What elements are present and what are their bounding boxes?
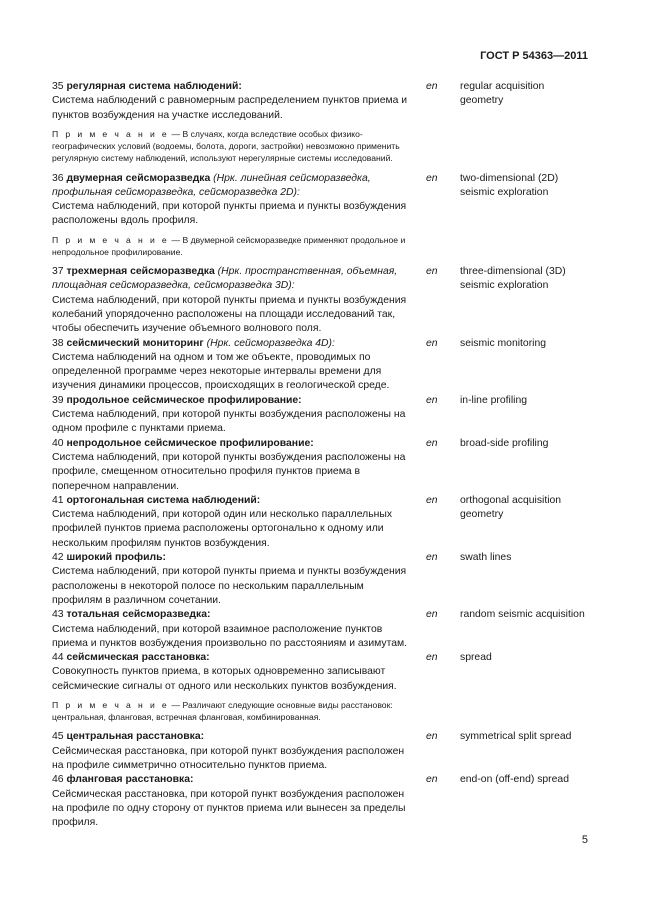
language-tag: en bbox=[426, 774, 438, 786]
term-name: сейсмическая расстановка: bbox=[66, 652, 210, 664]
term-entry bbox=[52, 80, 592, 123]
term-english: three-dimensional (3D) seismic exploration bbox=[460, 266, 566, 292]
term-entry bbox=[52, 394, 592, 437]
term-english: two-dimensional (2D) seismic exploration bbox=[460, 172, 559, 198]
term-list bbox=[52, 80, 592, 830]
term-english: symmetrical split spread bbox=[460, 731, 572, 743]
term-definition: Сейсмическая расстановка, при которой пункт возбуждения расположен на профиле по одну сторону от пунктов приема или вынесен за пределы профиля. bbox=[52, 788, 406, 829]
term-number: 46 bbox=[52, 774, 64, 786]
term-definition: Система наблюдений, при которой пункты приема и пункты возбуждения расположены вдоль профиля. bbox=[52, 201, 407, 227]
term-english: in-line profiling bbox=[460, 394, 527, 406]
term-heading bbox=[52, 494, 412, 508]
term-definition: Сейсмическая расстановка, при которой пункт возбуждения расположен на профиле симметрично относительно пунктов приема. bbox=[52, 745, 405, 771]
term-heading bbox=[52, 80, 412, 94]
term-heading bbox=[52, 437, 412, 451]
language-tag: en bbox=[426, 172, 438, 184]
term-russian bbox=[52, 551, 412, 608]
term-russian bbox=[52, 337, 412, 394]
term-entry bbox=[52, 494, 592, 551]
term-definition: Система наблюдений с равномерным распределением пунктов приема и пунктов возбуждения на участке исследований. bbox=[52, 95, 408, 121]
term-russian bbox=[52, 773, 412, 830]
language-tag: en bbox=[426, 731, 438, 743]
term-russian bbox=[52, 394, 412, 437]
term-number: 45 bbox=[52, 731, 64, 743]
term-synonyms: (Нрк. пространственная, объемная, площадная сейсморазведка, сейсморазведка 3D): bbox=[52, 266, 398, 292]
term-english: swath lines bbox=[460, 552, 512, 564]
term-english: orthogonal acquisition geometry bbox=[460, 494, 562, 521]
term-definition: Система наблюдений на одном и том же объекте, проводимых по определенной программе через некоторые интервалы времени для изучения динамики процессов, происходящих в геологической среде. bbox=[52, 351, 390, 392]
term-synonyms: (Нрк. линейная сейсморазведка, профильная сейсморазведка, сейсморазведка 2D): bbox=[52, 172, 371, 198]
term-heading bbox=[52, 394, 412, 408]
term-synonyms: (Нрк. сейсморазведка 4D): bbox=[206, 337, 335, 349]
term-definition: Система наблюдений, при которой один или несколько параллельных профилей пунктов приема расположены ортогонально к одному или нескольким профилям пунктов возбуждения. bbox=[52, 509, 393, 549]
term-english: spread bbox=[460, 652, 492, 664]
term-name: фланговая расстановка: bbox=[66, 774, 194, 786]
term-number: 40 bbox=[52, 437, 64, 449]
term-heading bbox=[52, 608, 412, 622]
note-text: — В двумерной сейсморазведке применяют продольное и непродольное профилирование. bbox=[52, 234, 406, 257]
term-russian bbox=[52, 494, 412, 551]
term-number: 39 bbox=[52, 394, 64, 406]
language-tag: en bbox=[426, 552, 438, 564]
term-english: seismic monitoring bbox=[460, 337, 547, 349]
term-definition: Система наблюдений, при которой пункты возбуждения расположены на одном профиле с пунктами приема. bbox=[52, 409, 406, 435]
term-name: продольное сейсмическое профилирование: bbox=[66, 394, 302, 406]
note-label: П р и м е ч а н и е bbox=[52, 128, 170, 139]
term-definition: Система наблюдений, при которой взаимное расположение пунктов приема и пунктов возбуждения произвольно по расстояниям и азимутам. bbox=[52, 623, 408, 649]
page-number: 5 bbox=[581, 834, 588, 846]
standard-header: ГОСТ Р 54363—2011 bbox=[480, 50, 588, 62]
term-name: трехмерная сейсморазведка bbox=[66, 266, 215, 278]
term-number: 36 bbox=[52, 172, 64, 184]
term-entry bbox=[52, 773, 592, 830]
language-tag: en bbox=[426, 337, 438, 349]
term-entry bbox=[52, 730, 592, 773]
language-tag: en bbox=[426, 266, 438, 278]
term-english: regular acquisition geometry bbox=[460, 81, 545, 107]
language-tag: en bbox=[426, 609, 438, 621]
term-note bbox=[52, 234, 412, 258]
term-entry bbox=[52, 172, 592, 229]
term-heading bbox=[52, 337, 412, 351]
term-name: сейсмический мониторинг bbox=[66, 337, 204, 349]
term-russian bbox=[52, 265, 412, 336]
language-tag: en bbox=[426, 437, 438, 449]
term-number: 42 bbox=[52, 552, 64, 564]
language-tag: en bbox=[426, 652, 438, 664]
term-english: random seismic acquisition bbox=[460, 609, 585, 621]
note-text: — В случаях, когда вследствие особых физико-географических условий (водоемы, болота, дороги, застройки) невозможно применить регулярную систему наблюдений, используют нерегулярные системы исследований. bbox=[52, 128, 400, 164]
term-note bbox=[52, 699, 412, 723]
term-number: 35 bbox=[52, 81, 64, 92]
term-number: 41 bbox=[52, 494, 64, 506]
term-russian bbox=[52, 172, 412, 229]
term-heading bbox=[52, 265, 412, 294]
term-heading bbox=[52, 773, 412, 787]
language-tag: en bbox=[426, 394, 438, 406]
term-definition: Совокупность пунктов приема, в которых одновременно записывают сейсмические сигналы от одного или нескольких пунктов возбуждения. bbox=[52, 666, 397, 692]
term-name: тотальная сейсморазведка: bbox=[66, 609, 211, 621]
term-english: end-on (off-end) spread bbox=[460, 774, 569, 786]
language-tag: en bbox=[426, 81, 438, 92]
term-heading bbox=[52, 730, 412, 744]
term-name: ортогональная система наблюдений: bbox=[66, 494, 261, 506]
term-entry bbox=[52, 337, 592, 394]
term-russian bbox=[52, 80, 412, 123]
term-name: регулярная система наблюдений: bbox=[66, 81, 242, 92]
term-entry bbox=[52, 651, 592, 694]
term-russian bbox=[52, 651, 412, 694]
language-tag: en bbox=[426, 494, 438, 506]
term-number: 38 bbox=[52, 337, 64, 349]
term-definition: Система наблюдений, при которой пункты приема и пункты возбуждения колебаний упорядоченно расположены на площади исследований так, чтобы обеспечить изучение объемного волнового поля. bbox=[52, 294, 407, 335]
term-name: широкий профиль: bbox=[66, 552, 166, 564]
term-name: центральная расстановка: bbox=[66, 731, 205, 743]
term-number: 44 bbox=[52, 652, 64, 664]
term-entry bbox=[52, 608, 592, 651]
term-name: двумерная сейсморазведка bbox=[66, 172, 211, 184]
term-number: 43 bbox=[52, 609, 64, 621]
term-heading bbox=[52, 651, 412, 665]
term-definition: Система наблюдений, при которой пункты приема и пункты возбуждения расположены в некоторой полосе по нескольким параллельным профилям в различном сочетании. bbox=[52, 566, 407, 606]
term-russian bbox=[52, 437, 412, 494]
term-name: непродольное сейсмическое профилирование: bbox=[66, 437, 314, 449]
term-number: 37 bbox=[52, 266, 64, 278]
note-label: П р и м е ч а н и е bbox=[52, 234, 170, 245]
term-entry bbox=[52, 551, 592, 608]
note-text: — Различают следующие основные виды расстановок: центральная, фланговая, встречная фланговая, комбинированная. bbox=[52, 700, 393, 723]
term-entry bbox=[52, 437, 592, 494]
term-note bbox=[52, 128, 412, 165]
term-russian bbox=[52, 730, 412, 773]
term-heading bbox=[52, 551, 412, 565]
term-heading bbox=[52, 172, 412, 201]
term-russian bbox=[52, 608, 412, 651]
note-label: П р и м е ч а н и е bbox=[52, 700, 170, 710]
term-english: broad-side profiling bbox=[460, 437, 549, 449]
term-definition: Система наблюдений, при которой пункты возбуждения расположены на профиле, смещенном относительно профиля пунктов приема в поперечном направлении. bbox=[52, 451, 406, 492]
term-entry bbox=[52, 265, 592, 336]
